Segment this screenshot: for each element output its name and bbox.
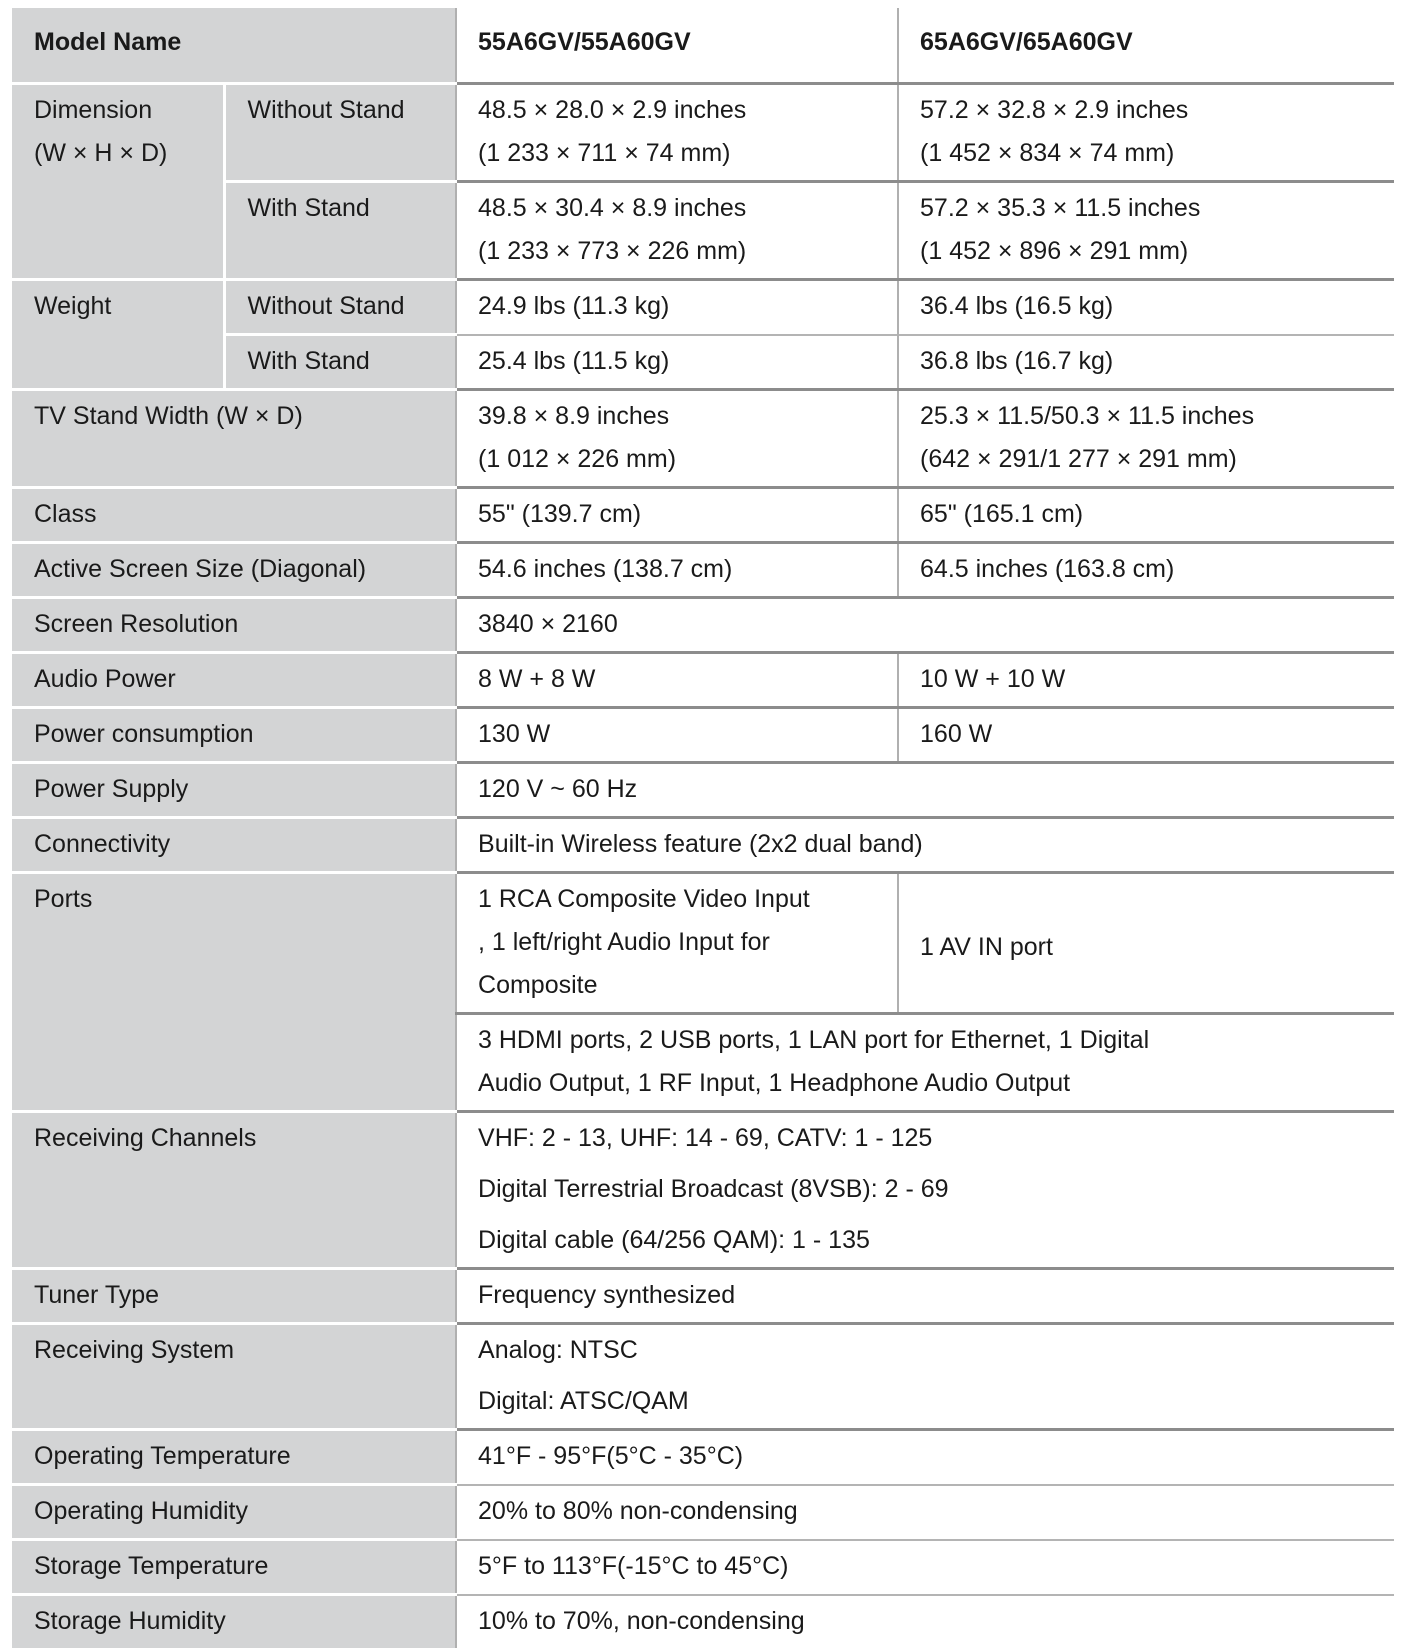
cell-weight-with-stand-model-2: 36.8 lbs (16.7 kg) [898,335,1394,390]
cell-weight-with-stand-model-1: 25.4 lbs (11.5 kg) [456,335,898,390]
cell-audio-power-model-2: 10 W + 10 W [898,653,1394,708]
row-label-power-consumption: Power consumption [12,708,456,763]
row-label-ports: Ports [12,873,456,1112]
cell-active-screen-size-model-1: 54.6 inches (138.7 cm) [456,543,898,598]
row-label-storage-temperature: Storage Temperature [12,1540,456,1595]
value-line: 39.8 × 8.9 inches [478,402,670,430]
value-line: (1 012 × 226 mm) [478,445,677,473]
cell-ports-model-2 [898,873,1394,1014]
row-sublabel-weight-with-stand: With Stand [224,335,456,390]
cell-operating-humidity-value: 20% to 80% non-condensing [456,1485,1394,1540]
cell-weight-without-stand-model-1: 24.9 lbs (11.3 kg) [456,280,898,335]
cell-tuner-type-value: Frequency synthesized [456,1269,1394,1324]
value-line: (1 233 × 711 × 74 mm) [478,139,731,167]
cell-tv-stand-width-model-1 [456,390,898,488]
value-line: Composite [478,971,598,999]
row-label-active-screen-size: Active Screen Size (Diagonal) [12,543,456,598]
value-line: 48.5 × 28.0 × 2.9 inches [478,96,747,124]
header-model-1: 55A6GV/55A60GV [456,8,898,84]
row-label-tuner-type: Tuner Type [12,1269,456,1324]
cell-dimension-with-stand-model-1 [456,182,898,280]
table-row-operating-temperature [12,1430,1394,1485]
cell-receiving-channels-value [456,1112,1394,1269]
row-label-dimension-line-1: Dimension [34,96,153,124]
table-row-weight-without-stand [12,280,1394,335]
row-label-receiving-channels: Receiving Channels [12,1112,456,1269]
cell-connectivity-value: Built-in Wireless feature (2x2 dual band) [456,818,1394,873]
row-label-screen-resolution: Screen Resolution [12,598,456,653]
value-line: (1 233 × 773 × 226 mm) [478,237,747,265]
cell-ports-shared [456,1014,1394,1112]
row-sublabel-dimension-with-stand: With Stand [224,182,456,280]
cell-class-model-1: 55" (139.7 cm) [456,488,898,543]
cell-operating-temperature-value: 41°F - 95°F(5°C - 35°C) [456,1430,1394,1485]
specification-table [12,8,1394,1648]
row-label-operating-temperature: Operating Temperature [12,1430,456,1485]
table-row-connectivity [12,818,1394,873]
cell-weight-without-stand-model-2: 36.4 lbs (16.5 kg) [898,280,1394,335]
table-row-power-supply [12,763,1394,818]
row-label-storage-humidity: Storage Humidity [12,1595,456,1649]
value-line: 48.5 × 30.4 × 8.9 inches [478,194,747,222]
table-row-receiving-system [12,1324,1394,1430]
table-row-audio-power [12,653,1394,708]
table-row-operating-humidity [12,1485,1394,1540]
value-line: Digital: ATSC/QAM [478,1387,689,1415]
cell-storage-humidity-value: 10% to 70%, non-condensing [456,1595,1394,1649]
value-line: Audio Output, 1 RF Input, 1 Headphone Audio Output [478,1069,1071,1097]
cell-dimension-without-stand-model-2 [898,84,1394,182]
table-row-ports [12,873,1394,1014]
table-row-dimension-without-stand [12,84,1394,182]
cell-power-consumption-model-2: 160 W [898,708,1394,763]
row-label-connectivity: Connectivity [12,818,456,873]
table-row-tv-stand-width [12,390,1394,488]
cell-audio-power-model-1: 8 W + 8 W [456,653,898,708]
value-line: 1 RCA Composite Video Input [478,885,810,913]
row-label-operating-humidity: Operating Humidity [12,1485,456,1540]
header-model-2: 65A6GV/65A60GV [898,8,1394,84]
cell-tv-stand-width-model-2 [898,390,1394,488]
row-label-weight: Weight [12,280,224,390]
table-row-storage-humidity [12,1595,1394,1649]
table-row-active-screen-size [12,543,1394,598]
value-line: 25.3 × 11.5/50.3 × 11.5 inches [920,402,1255,430]
value-line: (642 × 291/1 277 × 291 mm) [920,445,1237,473]
cell-power-consumption-model-1: 130 W [456,708,898,763]
row-label-class: Class [12,488,456,543]
table-row-screen-resolution [12,598,1394,653]
cell-screen-resolution-value: 3840 × 2160 [456,598,1394,653]
cell-receiving-system-value [456,1324,1394,1430]
row-sublabel-dimension-without-stand: Without Stand [224,84,456,182]
value-line: 1 AV IN port [920,933,1053,961]
row-sublabel-weight-without-stand: Without Stand [224,280,456,335]
value-line: 3 HDMI ports, 2 USB ports, 1 LAN port for Ethernet, 1 Digital [478,1026,1150,1054]
value-line: 57.2 × 35.3 × 11.5 inches [920,194,1201,222]
cell-ports-model-1 [456,873,898,1014]
table-row-class [12,488,1394,543]
table-row-power-consumption [12,708,1394,763]
cell-power-supply-value: 120 V ~ 60 Hz [456,763,1394,818]
value-line: , 1 left/right Audio Input for [478,928,770,956]
value-line: VHF: 2 - 13, UHF: 14 - 69, CATV: 1 - 125 [478,1124,933,1152]
row-label-dimension [12,84,224,280]
value-line: (1 452 × 834 × 74 mm) [920,139,1175,167]
table-row-storage-temperature [12,1540,1394,1595]
value-line: Analog: NTSC [478,1336,638,1364]
cell-dimension-without-stand-model-1 [456,84,898,182]
row-label-dimension-line-2: (W × H × D) [34,139,168,167]
row-label-receiving-system: Receiving System [12,1324,456,1430]
table-row-model-name [12,8,1394,84]
value-line: (1 452 × 896 × 291 mm) [920,237,1189,265]
value-line: Digital Terrestrial Broadcast (8VSB): 2 - 69 [478,1175,949,1203]
row-label-power-supply: Power Supply [12,763,456,818]
table-row-tuner-type [12,1269,1394,1324]
cell-class-model-2: 65" (165.1 cm) [898,488,1394,543]
cell-dimension-with-stand-model-2 [898,182,1394,280]
cell-active-screen-size-model-2: 64.5 inches (163.8 cm) [898,543,1394,598]
row-label-tv-stand-width: TV Stand Width (W × D) [12,390,456,488]
cell-storage-temperature-value: 5°F to 113°F(-15°C to 45°C) [456,1540,1394,1595]
table-row-receiving-channels [12,1112,1394,1269]
value-line: 57.2 × 32.8 × 2.9 inches [920,96,1189,124]
row-label-model-name: Model Name [12,8,456,84]
row-label-audio-power: Audio Power [12,653,456,708]
value-line: Digital cable (64/256 QAM): 1 - 135 [478,1226,870,1254]
